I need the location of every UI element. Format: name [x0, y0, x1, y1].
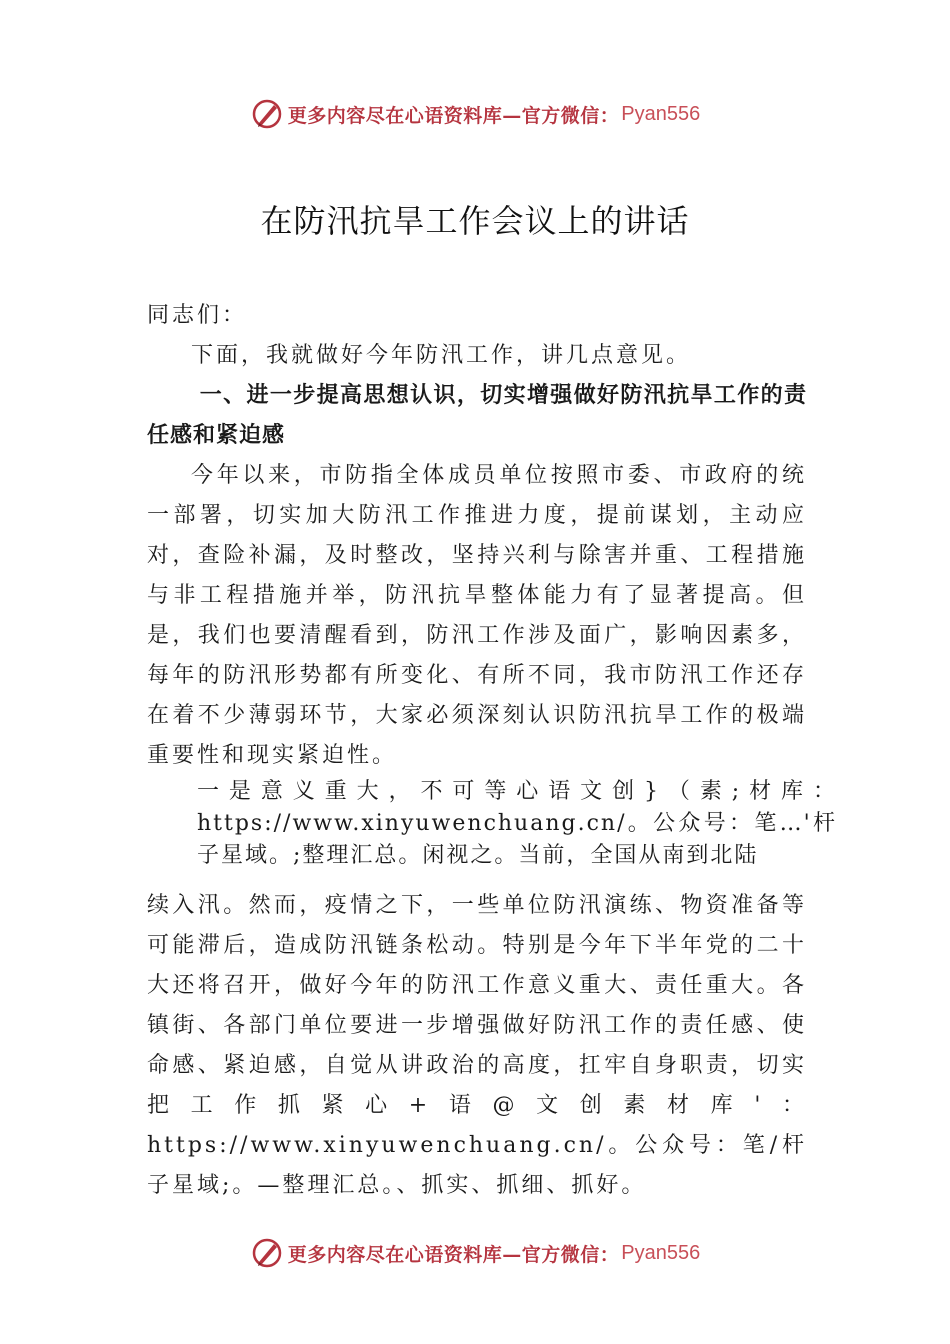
- body-paragraph: 今年以来，市防指全体成员单位按照市委、市政府的统一部署，切实加大防汛工作推进力度，提前谋划，主动应对，查险补漏，及时整改，坚持兴利与除害并重、工程措施与非工程措施并举，防汛抗旱整体能力有了显著提高。但是，我们也要清醒看到，防汛工作涉及面广，影响因素多，每年的防汛形势都有所变化、有所不同，我市防汛工作还存在着不少薄弱环节，大家必须深刻认识防汛抗旱工作的极端重要性和现实紧迫性。: [147, 463, 807, 768]
- wechat-handle: Pyan556: [621, 1241, 701, 1264]
- pen-logo-icon: [250, 97, 284, 131]
- banner-text: 更多内容尽在心语资料库—官方微信：: [287, 1243, 620, 1266]
- body-paragraph-continued: 续入汛。然而，疫情之下，一些单位防汛演练、物资准备等可能滞后，造成防汛链条松动。特别是今年下半年党的二十大还将召开，做好今年的防汛工作意义重大、责任重大。各镇街、各部门单位要进一步增强做好防汛工作的责任感、使命感、紧迫感，自觉从讲政治的高度，扛牢自身职责，切实把工作抓紧心+语@文创素材库'：https://www.xinyuwenchuang.cn/。公众号：笔/杆子星域;。—整理汇总。、抓实、抓细、抓好。: [147, 893, 807, 1198]
- inserted-text-block: 一是意义重大，不可等心语文创}（素;材库：https://www.xinyuwenchuang.cn/。公众号：笔…'杆子星域。;整理汇总。闲视之。当前，全国从南到北陆: [197, 779, 837, 868]
- section-heading: 一、进一步提高思想认识，切实增强做好防汛抗旱工作的责任感和紧迫感: [147, 383, 807, 448]
- salutation: 同志们：: [147, 303, 248, 328]
- footer-banner: [0, 1233, 950, 1273]
- header-banner: [0, 94, 950, 134]
- banner-text: 更多内容尽在心语资料库—官方微信：: [287, 104, 620, 127]
- page-title: 在防汛抗旱工作会议上的讲话: [260, 202, 690, 240]
- pen-logo-icon: [250, 1236, 284, 1270]
- document-body: [147, 296, 837, 1206]
- intro-paragraph: 下面，我就做好今年防汛工作，讲几点意见。: [191, 343, 692, 368]
- wechat-handle: Pyan556: [621, 102, 701, 125]
